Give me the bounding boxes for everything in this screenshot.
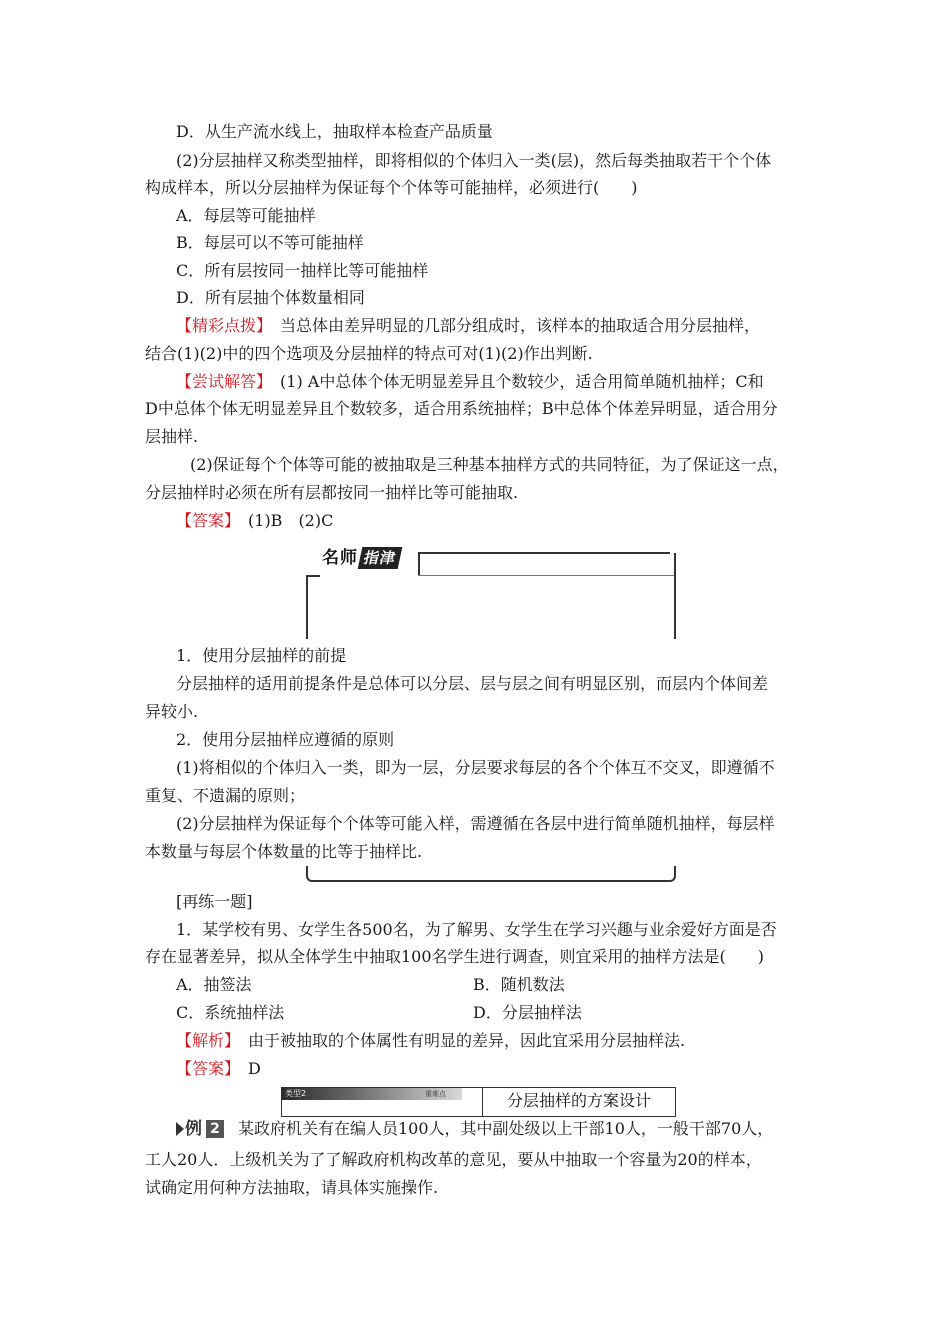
tips-title-highlight: 指津: [358, 547, 403, 569]
tips-line-8: 本数量与每层个体数量的比等于抽样比.: [145, 842, 423, 861]
practice-stem-line-2: 存在显著差异，拟从全体学生中抽取100名学生进行调查，则宜采用的抽样方法是( ): [145, 947, 765, 966]
type-2-title: 分层抽样的方案设计: [506, 1091, 651, 1110]
practice-stem-line-1: 1．某学校有男、女学生各500名，为了解男、女学生在学习兴趣与业余爱好方面是否: [176, 920, 777, 939]
tips-box-top-left-border: [306, 575, 320, 577]
q2-option-b: B．每层可以不等可能抽样: [176, 233, 364, 252]
tips-line-4: 2．使用分层抽样应遵循的原则: [176, 730, 395, 749]
tips-line-1: 1．使用分层抽样的前提: [176, 646, 347, 665]
example-2-line-3: 试确定用何种方法抽取，请具体实施操作.: [145, 1178, 439, 1197]
practice-analysis-tag: 【解析】: [176, 1031, 233, 1050]
practice-answer: [176, 1059, 261, 1079]
tips-line-6: 重复、不遗漏的原则；: [145, 786, 306, 805]
practice-option-c: C．系统抽样法: [176, 1003, 285, 1022]
q2-stem-line-1: (2)分层抽样又称类型抽样，即将相似的个体归入一类(层)，然后每类抽取若干个个体: [176, 151, 772, 170]
attempt-tag: 【尝试解答】: [176, 372, 265, 391]
tips-box-top-border: [418, 552, 670, 554]
practice-analysis-text: 由于被抽取的个体属性有明显的差异，因此宜采用分层抽样法.: [232, 1031, 686, 1050]
type-2-header: [281, 1087, 676, 1117]
attempt-line-4: (2)保证每个个体等可能的被抽取是三种基本抽样方式的共同特征，为了保证这一点，: [190, 455, 789, 474]
tips-line-5: (1)将相似的个体归入一类，即为一层，分层要求每层的各个个体互不交叉，即遵循不: [176, 758, 775, 777]
tips-box-inner-line: [418, 575, 674, 576]
tips-title: [322, 547, 400, 569]
q2-option-d: D．所有层抽个体数量相同: [176, 288, 365, 307]
answer-1: [176, 511, 333, 531]
q2-stem-line-2: 构成样本，所以分层抽样为保证每个个体等可能抽样，必须进行( ): [145, 178, 638, 197]
attempt-line-2: D中总体个体无明显差异且个数较多，适合用系统抽样；B中总体个体差异明显，适合用分: [145, 399, 778, 418]
attempt-line-5: 分层抽样时必须在所有层都按同一抽样比等可能抽取.: [145, 483, 519, 502]
type-2-label: 类型2: [285, 1089, 307, 1098]
tips-box-bottom: [306, 866, 676, 882]
tips-box-right-border: [674, 553, 676, 639]
answer-1-text: (1)B (2)C: [232, 511, 334, 530]
practice-option-b: B．随机数法: [473, 975, 565, 994]
triangle-icon: [176, 1122, 184, 1136]
attempt-line-3: 层抽样.: [145, 427, 199, 446]
practice-answer-tag: 【答案】: [176, 1059, 233, 1078]
example-2-line-2: 工人20人．上级机关为了了解政府机构改革的意见，要从中抽取一个容量为20的样本，: [145, 1150, 762, 1169]
q2-option-c: C．所有层按同一抽样比等可能抽样: [176, 261, 429, 280]
hint-line-2: 结合(1)(2)中的四个选项及分层抽样的特点可对(1)(2)作出判断.: [145, 344, 593, 363]
practice-analysis: [176, 1031, 685, 1051]
q1-option-d: D．从生产流水线上，抽取样本检查产品质量: [176, 122, 493, 141]
attempt-line-1: [176, 372, 764, 392]
example-2-line-1: 某政府机关有在编人员100人，其中副处级以上干部10人，一般干部70人，: [222, 1119, 774, 1138]
hint-line-1: [176, 316, 760, 336]
practice-option-a: A．抽签法: [176, 975, 252, 994]
tips-line-7: (2)分层抽样为保证每个个体等可能入样，需遵循在各层中进行简单随机抽样，每层样: [176, 814, 775, 833]
tips-title-plain: 名师: [322, 548, 358, 568]
type-2-banner: [282, 1088, 462, 1100]
example-number: 2: [206, 1120, 224, 1138]
tips-box-left-border: [306, 575, 308, 639]
type-2-small-label: 重难点: [425, 1090, 446, 1098]
practice-heading: [再练一题]: [176, 892, 253, 911]
q2-option-a: A．每层等可能抽样: [176, 206, 316, 225]
practice-option-d: D．分层抽样法: [473, 1003, 582, 1022]
example-word: 例: [185, 1119, 202, 1139]
tips-line-2: 分层抽样的适用前提条件是总体可以分层、层与层之间有明显区别，而层内个体间差: [176, 674, 769, 693]
tips-box-tab-border: [418, 552, 420, 576]
hint-text-1: 当总体由差异明显的几部分组成时，该样本的抽取适合用分层抽样，: [264, 316, 761, 335]
tips-line-3: 异较小.: [145, 702, 199, 721]
answer-1-tag: 【答案】: [176, 511, 233, 530]
attempt-text-1: (1) A中总体个体无明显差异且个数较少，适合用简单随机抽样；C和: [264, 372, 764, 391]
hint-tag: 【精彩点拨】: [176, 316, 265, 335]
practice-answer-text: D: [232, 1059, 261, 1078]
